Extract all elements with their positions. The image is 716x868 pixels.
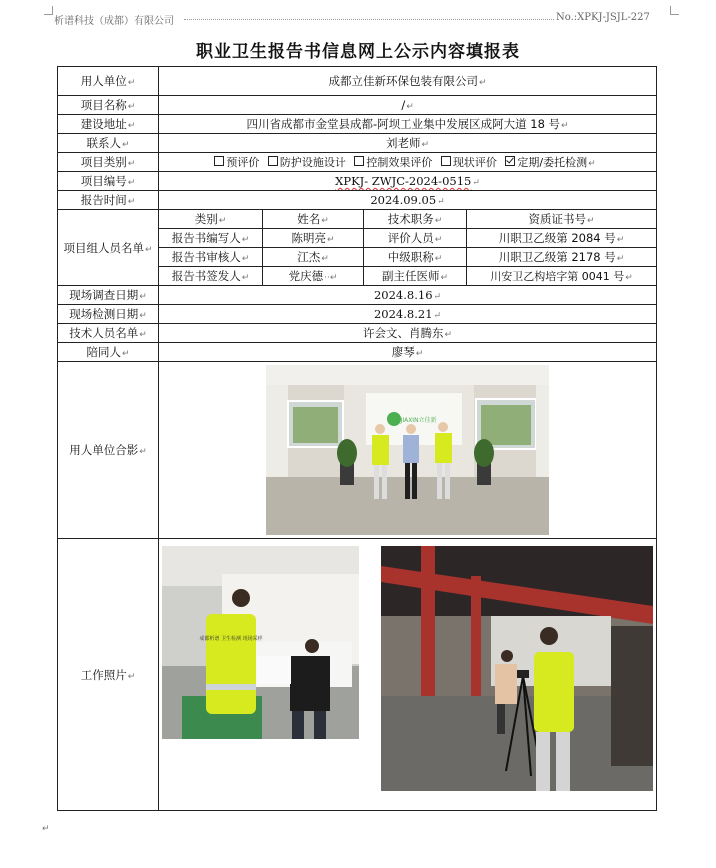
tech-staff-value: 许会文、肖腾东↵: [159, 324, 657, 343]
checkbox-icon: [268, 156, 278, 166]
row-project-no: [58, 172, 657, 191]
checkbox-option-control-eval[interactable]: 控制效果评价: [354, 156, 432, 169]
row-group-photo: [58, 362, 657, 539]
row-contact: [58, 134, 657, 153]
contact-value: 刘老师↵: [159, 134, 657, 153]
project-name-label: 项目名称↵: [58, 96, 159, 115]
survey-date-label: 现场调查日期↵: [58, 286, 159, 305]
checkbox-option-pre-eval[interactable]: 预评价: [214, 156, 259, 169]
team-role-cell: 报告书审核人↵: [159, 248, 263, 267]
employer-value: 成都立佳新环保包装有限公司↵: [159, 67, 657, 96]
team-title-cell: 副主任医师↵: [364, 267, 467, 286]
work-photo-left-image: [162, 546, 359, 739]
team-name-cell: 江杰↵: [263, 248, 364, 267]
team-name-cell: 陈明亮↵: [263, 229, 364, 248]
row-report-date: [58, 191, 657, 210]
team-role-cell: 报告书签发人↵: [159, 267, 263, 286]
group-photo-label: 用人单位合影↵: [58, 362, 159, 539]
tech-staff-label: 技术人员名单↵: [58, 324, 159, 343]
team-name-cell: 党庆德··↵: [263, 267, 364, 286]
project-name-value: /↵: [159, 96, 657, 115]
checkbox-option-status-eval[interactable]: 现状评价: [441, 156, 497, 169]
report-date-value: 2024.09.05↵: [159, 191, 657, 210]
info-table: [57, 66, 657, 811]
header-doc-number: No.:XPKJ-JSJL-227: [556, 12, 650, 23]
team-header-role: 类别↵: [159, 210, 263, 229]
work-photo-right: [381, 546, 653, 791]
employer-label: 用人单位↵: [58, 67, 159, 96]
contact-label: 联系人↵: [58, 134, 159, 153]
paragraph-mark: ↵: [42, 824, 50, 834]
row-work-photos: [58, 539, 657, 811]
vest-print: 成都析谱 卫生检测 现场采样: [199, 635, 263, 642]
group-photo-image: [266, 365, 549, 535]
address-value: 四川省成都市金堂县成都-阿坝工业集中发展区成阿大道 18 号↵: [159, 115, 657, 134]
work-photos-row: [159, 546, 656, 804]
wall-sign: LIJIAXIN立佳新: [395, 417, 437, 424]
header-company: 析谱科技（成都）有限公司: [54, 16, 174, 27]
work-photos-cell: [159, 539, 657, 811]
row-project-type: [58, 153, 657, 172]
escort-value: 廖琴↵: [159, 343, 657, 362]
checkbox-icon: [354, 156, 364, 166]
page-title: 职业卫生报告书信息网上公示内容填报表: [196, 42, 520, 62]
test-date-value: 2024.8.21↵: [159, 305, 657, 324]
team-label: 项目组人员名单↵: [58, 210, 159, 286]
row-escort: [58, 343, 657, 362]
page-corner-mark-right: [670, 6, 679, 15]
work-photos-label: 工作照片↵: [58, 539, 159, 811]
project-type-label: 项目类别↵: [58, 153, 159, 172]
team-header-cert: 资质证书号↵: [467, 210, 657, 229]
team-cert-cell: 川安卫乙构培字第 0041 号↵: [467, 267, 657, 286]
test-date-label: 现场检测日期↵: [58, 305, 159, 324]
page-corner-mark-left: [44, 6, 53, 15]
checkbox-icon: [214, 156, 224, 166]
row-tech-staff: [58, 324, 657, 343]
checkbox-option-protection-design[interactable]: 防护设施设计: [268, 156, 346, 169]
team-cert-cell: 川职卫乙级第 2084 号↵: [467, 229, 657, 248]
project-no-value: XPKJ- ZWJC-2024-0515↵: [159, 172, 657, 191]
group-photo: [266, 365, 549, 535]
project-type-options: [159, 153, 657, 172]
survey-date-value: 2024.8.16↵: [159, 286, 657, 305]
row-employer: [58, 67, 657, 96]
team-header-name: 姓名↵: [263, 210, 364, 229]
group-photo-cell: [159, 362, 657, 539]
row-test-date: [58, 305, 657, 324]
work-photo-left: [162, 546, 359, 739]
team-header-row: [58, 210, 657, 229]
team-cert-cell: 川职卫乙级第 2178 号↵: [467, 248, 657, 267]
row-address: [58, 115, 657, 134]
report-date-label: 报告时间↵: [58, 191, 159, 210]
project-no-label: 项目编号↵: [58, 172, 159, 191]
team-header-title: 技术职务↵: [364, 210, 467, 229]
row-project-name: [58, 96, 657, 115]
checkbox-option-periodic-test[interactable]: 定期/委托检测↵: [505, 156, 595, 169]
work-photo-right-image: [381, 546, 653, 791]
address-label: 建设地址↵: [58, 115, 159, 134]
checkbox-checked-icon: [505, 156, 515, 166]
header-dotted-line: [184, 19, 554, 20]
team-role-cell: 报告书编写人↵: [159, 229, 263, 248]
team-title-cell: 中级职称↵: [364, 248, 467, 267]
escort-label: 陪同人↵: [58, 343, 159, 362]
row-survey-date: [58, 286, 657, 305]
checkbox-icon: [441, 156, 451, 166]
team-title-cell: 评价人员↵: [364, 229, 467, 248]
